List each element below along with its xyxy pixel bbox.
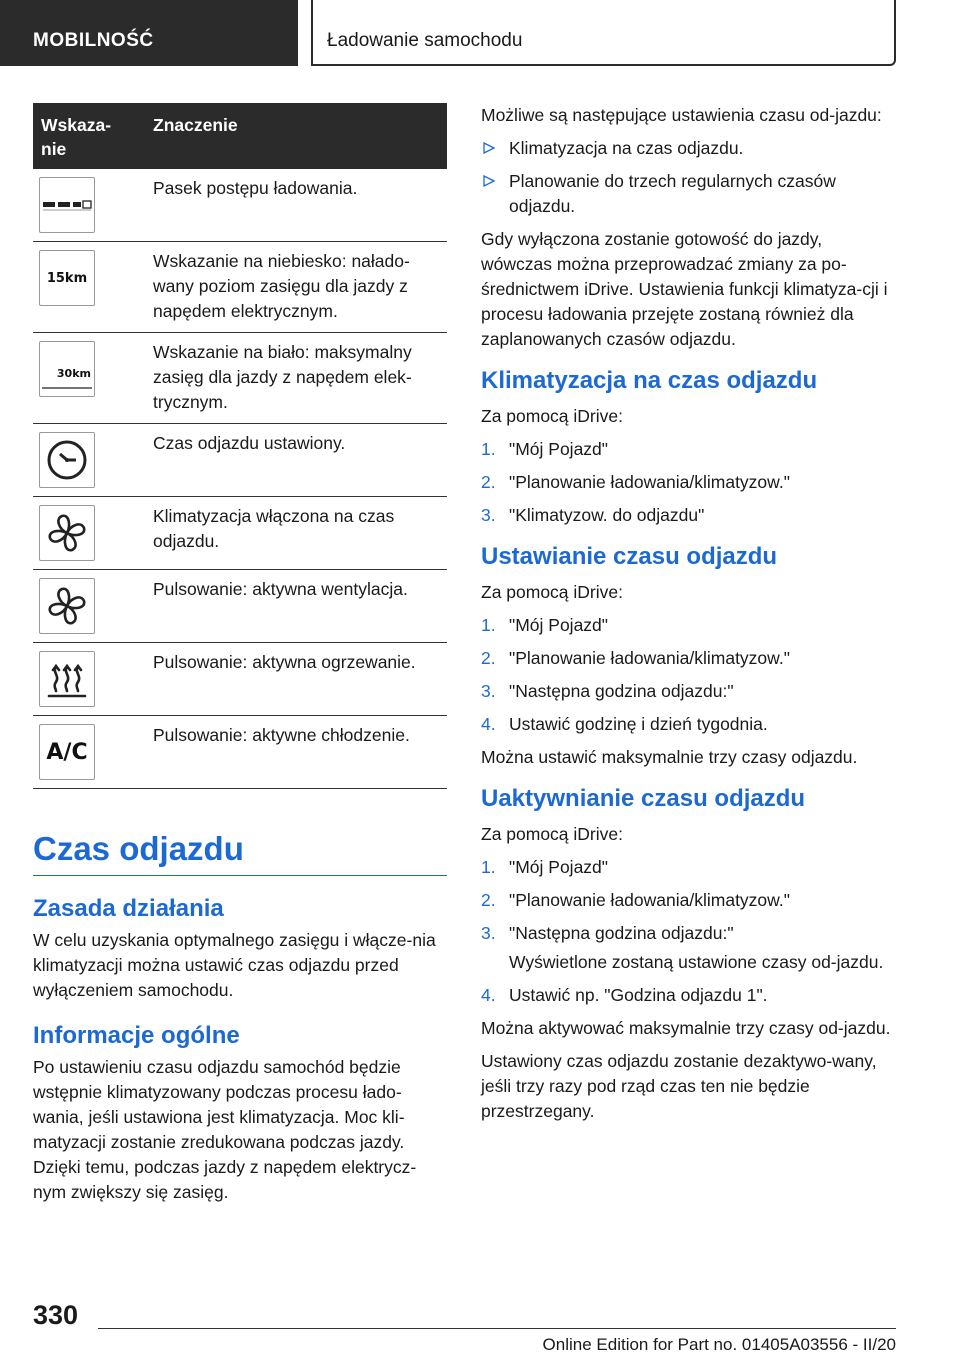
heating-icon <box>39 651 95 707</box>
table-cell-text: Klimatyzacja włączona na czas odjazdu. <box>145 497 447 570</box>
fan-pulse-icon <box>39 578 95 634</box>
fan-icon <box>39 505 95 561</box>
table-row <box>33 242 447 333</box>
list-item: 1. "Mój Pojazd" <box>481 439 608 459</box>
subsection-title-set-time: Ustawianie czasu odjazdu <box>481 543 778 570</box>
set-time-steps <box>481 613 896 737</box>
range-white-icon <box>39 341 95 397</box>
table-header-indicator: Wskaza- nie <box>33 103 145 169</box>
page-footer <box>0 1290 960 1362</box>
range-icon-text: 30km <box>56 367 91 380</box>
section-label: MOBILNOŚĆ <box>0 0 298 66</box>
list-item: 1. "Mój Pojazd" <box>481 615 608 635</box>
table-cell-text: Wskazanie na biało: maksymalny zasięg dla jazdy z napędem elek-trycznym. <box>145 333 447 424</box>
table-row <box>33 497 447 570</box>
table-row <box>33 169 447 242</box>
table-row <box>33 643 447 716</box>
settings-note: Gdy wyłączona zostanie gotowość do jazdy, wówczas można przeprowadzać zmiany za po-średnictwem iDrive. Ustawienia funkcji klimatyza-cji i procesu ładowania przejęte zostaną również dla zaplanowanych czasów odjazdu. <box>481 229 888 349</box>
table-row <box>33 570 447 643</box>
page-number: 330 <box>33 1300 79 1330</box>
list-item: 2. "Planowanie ładowania/klimatyzow." <box>481 472 790 492</box>
list-item: 3. "Następna godzina odjazdu:" <box>481 681 734 701</box>
page-header <box>0 0 960 66</box>
general-text: Po ustawieniu czasu odjazdu samochód będzie wstępnie klimatyzowany podczas procesu łado-wania, jeśli ustawiona jest klimatyzacja. Moc kli-matyzacji zostanie zredukowana podczas jazdy. Dzięki temu, podczas jazdy z napędem elektrycz-nym zwiększy się zasięg. <box>33 1057 417 1202</box>
list-item: 4. Ustawić np. "Godzina odjazdu 1". <box>481 985 768 1005</box>
triangle-bullet-icon <box>483 142 495 154</box>
subsection-title-climate: Klimatyzacja na czas odjazdu <box>481 367 818 394</box>
subsection-title-general: Informacje ogólne <box>33 1022 240 1049</box>
subsection-title-activate: Uaktywnianie czasu odjazdu <box>481 785 806 812</box>
table-cell-text: Pulsowanie: aktywna wentylacja. <box>145 570 447 643</box>
section-title: Czas odjazdu <box>33 829 447 876</box>
charge-progress-bar-icon <box>39 177 95 233</box>
set-time-note: Można ustawić maksymalnie trzy czasy odjazdu. <box>481 747 858 767</box>
list-item: 3. "Klimatyzow. do odjazdu" <box>481 505 705 525</box>
settings-list <box>481 136 896 219</box>
table-cell-text: Pasek postępu ładowania. <box>145 169 447 242</box>
list-item: Planowanie do trzech regularnych czasów odjazdu. <box>481 169 896 219</box>
list-item: 2. "Planowanie ładowania/klimatyzow." <box>481 890 790 910</box>
activate-note-2: Ustawiony czas odjazdu zostanie dezaktywo-wany, jeśli trzy razy pod rząd czas ten nie będzie przestrzegany. <box>481 1051 877 1121</box>
table-cell-text: Wskazanie na niebiesko: nałado-wany poziom zasięgu dla jazdy z napędem elektrycznym. <box>145 242 447 333</box>
list-item: Klimatyzacja na czas odjazdu. <box>481 136 896 161</box>
idrive-lead: Za pomocą iDrive: <box>481 406 623 426</box>
ac-icon-text: A/C <box>46 739 88 765</box>
table-cell-text: Pulsowanie: aktywna ogrzewanie. <box>145 643 447 716</box>
list-item: 1. "Mój Pojazd" <box>481 857 608 877</box>
table-cell-text: Czas odjazdu ustawiony. <box>145 424 447 497</box>
indicator-table <box>33 103 447 789</box>
right-column <box>481 103 896 1132</box>
climate-steps <box>481 437 896 528</box>
range-blue-icon <box>39 250 95 306</box>
subsection-title-principle: Zasada działania <box>33 895 224 922</box>
step-result-note: Wyświetlone zostaną ustawione czasy od-jazdu. <box>509 952 884 972</box>
triangle-bullet-icon <box>483 175 495 187</box>
table-row <box>33 716 447 789</box>
left-column <box>33 103 447 1205</box>
clock-icon <box>39 432 95 488</box>
table-cell-text: Pulsowanie: aktywne chłodzenie. <box>145 716 447 789</box>
activate-note-1: Można aktywować maksymalnie trzy czasy od-jazdu. <box>481 1018 891 1038</box>
list-item: 3. "Następna godzina odjazdu:" <box>481 923 734 943</box>
idrive-lead: Za pomocą iDrive: <box>481 582 623 602</box>
range-icon-text: 15km <box>46 270 88 286</box>
table-row <box>33 424 447 497</box>
idrive-lead: Za pomocą iDrive: <box>481 824 623 844</box>
activate-steps <box>481 855 896 946</box>
principle-text: W celu uzyskania optymalnego zasięgu i włącze-nia klimatyzacji można ustawić czas odjazdu przed wyłączeniem samochodu. <box>33 930 436 1000</box>
edition-text: Online Edition for Part no. 01405A03556 - II/20 <box>542 1335 896 1354</box>
list-item: 4. Ustawić godzinę i dzień tygodnia. <box>481 714 768 734</box>
footer-divider <box>98 1328 896 1329</box>
table-header-meaning: Znaczenie <box>145 103 447 169</box>
table-row <box>33 333 447 424</box>
chapter-label: Ładowanie samochodu <box>311 0 896 66</box>
activate-steps-cont <box>481 983 896 1008</box>
ac-icon <box>39 724 95 780</box>
settings-intro: Możliwe są następujące ustawienia czasu od-jazdu: <box>481 105 882 125</box>
list-item: 2. "Planowanie ładowania/klimatyzow." <box>481 648 790 668</box>
